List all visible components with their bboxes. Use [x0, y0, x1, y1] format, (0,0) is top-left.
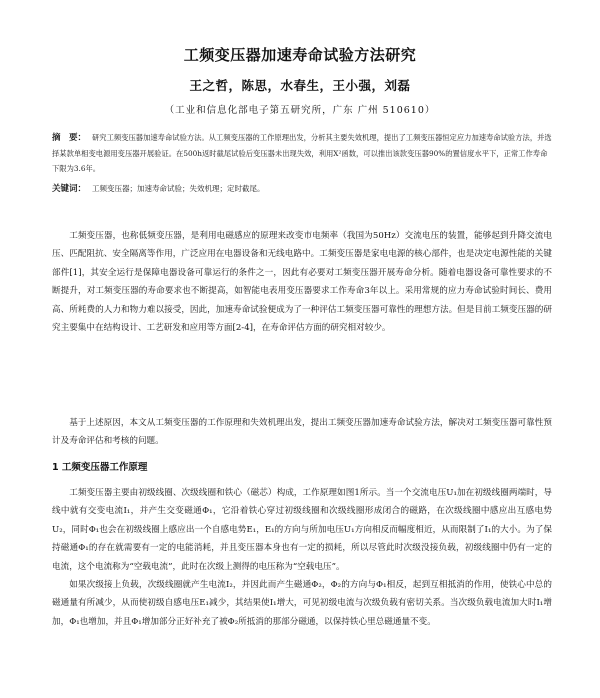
section-heading: 1 工频变压器工作原理	[52, 462, 148, 473]
abstract-text: 研究工频变压器加速寿命试验方法。从工频变压器的工作原理出发，分析其主要失效机理，提出了工频变压器恒定应力加速寿命试验方法，并选择某款单相变电源用变压器开展验证。在500h返时截尾试验后变压器未出现失效，利用X²函数，可以推出该款变压器90%的置信度水平下，正常工作寿命下限为3.6年。	[52, 133, 552, 173]
keywords-text: 工频变压器；加速寿命试验；失效机理；定时截尾。	[92, 184, 265, 193]
abstract-block	[52, 130, 552, 176]
principle-section	[52, 484, 552, 631]
intro-paragraph: 工频变压器，也称低频变压器，是利用电磁感应的原理来改变市电频率（我国为50Hz）交流电压的装置，能够起到升降交流电压、匹配阻抗、安全隔离等作用，广泛应用在电器设备和无线电路中。工频变压器是家电电源的核心部件，也是决定电源性能的关键部件[1]，其安全运行是保障电器设备可靠运行的条件之一，因此有必要对工频变压器开展寿命分析。随着电器设备可靠性要求的不断提升，对工频变压器的寿命要求也不断提高，如智能电表用变压器要求工作寿命3年以上。采用常规的应力寿命试验时间长、费用高、所耗费的人力和物力难以接受，因此，加速寿命试验便成为了一种评估工频变压器可靠性的理想方法。但是目前工频变压器的研究主要集中在结构设计、工艺研发和应用等方面[2-4]，在寿命评估方面的研究相对较少。	[52, 231, 552, 334]
purpose-paragraph: 基于上述原因，本文从工频变压器的工作原理和失效机理出发，提出工频变压器加速寿命试验方法，解决对工频变压器可靠性预计及寿命评估和考核的问题。	[52, 418, 552, 447]
author-affiliation: （工业和信息化部电子第五研究所，广东 广州 510610）	[164, 105, 436, 116]
principle-paragraph: 工频变压器主要由初级线圈、次级线圈和铁心（磁芯）构成，工作原理如图1所示。当一个交流电压U₁加在初级线圈两端时，导线中就有交变电流I₁，并产生交变磁通Φ₁，它沿着铁心穿过初级线圈和次级线圈形成闭合的磁路，在次级线圈中感应出互感电势U₂，同时Φ₁也会在初级线圈上感应出一个自感电势E₁，E₁的方向与所加电压U₁方向相反而幅度相近，从而限制了I₁的大小。为了保持磁通Φ₁的存在就需要有一定的电能消耗，并且变压器本身也有一定的损耗，所以尽管此时次级没接负载，初级线圈中仍有一定的电流，这个电流称为“空载电流”，此时在次级上测得的电压称为“空载电压”。	[52, 488, 552, 572]
author-list: 王之哲，陈思，水春生，王小强，刘磊	[189, 78, 411, 93]
keywords-label: 关键词：	[52, 184, 87, 194]
purpose-section	[52, 414, 552, 451]
keywords-block	[52, 183, 552, 195]
intro-section	[52, 227, 552, 337]
principle-paragraph: 如果次级接上负载，次级线圈就产生电流I₂，并因此而产生磁通Φ₂，Φ₂的方向与Φ₁相反，起到互相抵消的作用，使铁心中总的磁通量有所减少，从而使初级自感电压E₁减少，其结果使I₁增大，可见初级电流与次级负载有密切关系。当次级负载电流加大时I₁增加，Φ₁也增加，并且Φ₁增加部分正好补充了被Φ₂所抵消的那部分磁通，以保持铁心里总磁通量不变。	[52, 580, 552, 627]
paper-title: 工频变压器加速寿命试验方法研究	[183, 46, 417, 64]
abstract-label: 摘 要：	[52, 133, 87, 143]
